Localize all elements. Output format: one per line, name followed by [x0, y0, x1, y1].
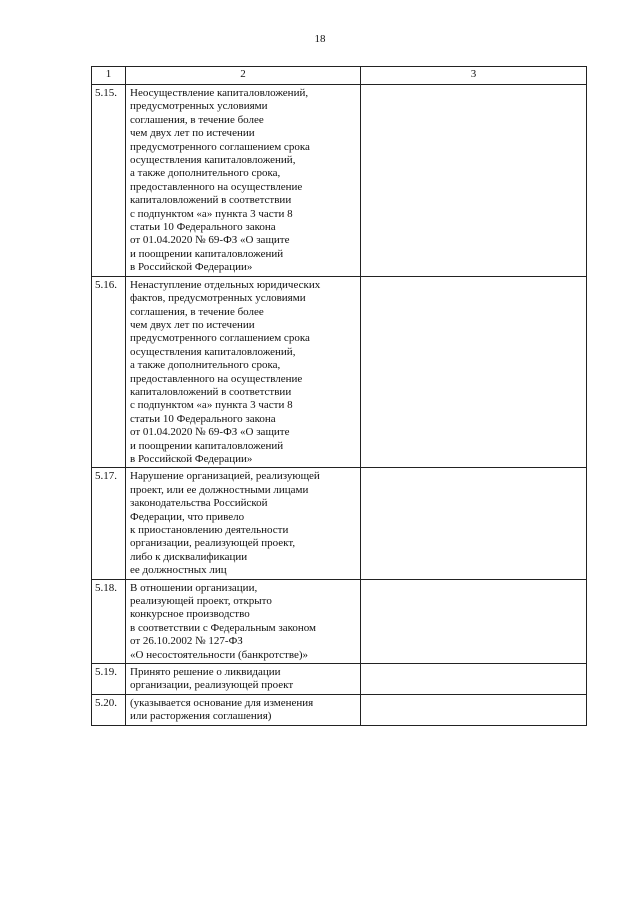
row-number: 5.18.: [92, 579, 126, 663]
row-description: [126, 276, 361, 468]
row-description: [126, 85, 361, 277]
description-line: проект, или ее должностными лицами: [130, 483, 309, 496]
description-line: соглашения, в течение более: [130, 113, 264, 126]
description-line: предусмотренного соглашением срока: [130, 140, 310, 153]
description-line: Неосуществление капиталовложений,: [130, 87, 309, 99]
row-column-3: [361, 664, 587, 695]
description-line: чем двух лет по истечении: [130, 127, 255, 140]
table-body: [92, 85, 587, 726]
description-line: организации, реализующей проект: [130, 679, 294, 692]
table-row: [92, 579, 587, 663]
description-line: Федерации, что привело: [130, 510, 245, 523]
description-line: конкурсное производство: [130, 608, 250, 621]
row-column-3: [361, 85, 587, 277]
description-line: Нарушение организацией, реализующей: [130, 470, 320, 483]
column-header-3: 3: [361, 67, 587, 85]
column-header-2: 2: [126, 67, 361, 85]
description-line: а также дополнительного срока,: [130, 167, 281, 180]
description-line: и поощрении капиталовложений: [130, 247, 284, 260]
description-line: ее должностных лиц: [130, 564, 227, 577]
row-description: [126, 579, 361, 663]
description-line: предоставленного на осуществление: [130, 372, 303, 385]
table-row: [92, 694, 587, 725]
description-line: статьи 10 Федерального закона: [130, 412, 276, 425]
description-line: предоставленного на осуществление: [130, 180, 303, 193]
row-number: 5.16.: [92, 276, 126, 468]
row-number: 5.20.: [92, 694, 126, 725]
row-description: [126, 664, 361, 695]
description-line: в соответствии с Федеральным законом: [130, 621, 317, 634]
description-line: фактов, предусмотренных условиями: [130, 292, 306, 305]
description-line: с подпунктом «а» пункта 3 части 8: [130, 399, 293, 412]
description-line: с подпунктом «а» пункта 3 части 8: [130, 207, 293, 220]
column-header-1: 1: [92, 67, 126, 85]
description-line: чем двух лет по истечении: [130, 318, 255, 331]
description-line: осуществления капиталовложений,: [130, 154, 296, 167]
description-line: осуществления капиталовложений,: [130, 345, 296, 358]
description-line: статьи 10 Федерального закона: [130, 221, 276, 234]
description-line: в Российской Федерации»: [130, 452, 253, 465]
description-line: а также дополнительного срока,: [130, 359, 281, 372]
row-number: 5.19.: [92, 664, 126, 695]
row-description: [126, 468, 361, 579]
description-line: В отношении организации,: [130, 581, 258, 594]
description-line: к приостановлению деятельности: [130, 524, 289, 536]
page-number: 18: [314, 33, 326, 45]
row-description: [126, 694, 361, 725]
description-line: или расторжения соглашения): [130, 710, 272, 723]
description-line: капиталовложений в соответствии: [130, 194, 292, 207]
row-column-3: [361, 694, 587, 725]
row-column-3: [361, 579, 587, 663]
description-line: Принято решение о ликвидации: [130, 666, 281, 679]
description-line: «О несостоятельности (банкротстве)»: [130, 648, 309, 661]
description-line: предусмотренных условиями: [130, 100, 268, 113]
description-line: от 26.10.2002 № 127-ФЗ: [130, 635, 243, 648]
table-row: [92, 276, 587, 468]
table-header-row: [92, 67, 587, 85]
description-line: в Российской Федерации»: [130, 261, 253, 274]
table-row: [92, 664, 587, 695]
row-column-3: [361, 276, 587, 468]
description-line: либо к дисквалификации: [130, 550, 248, 563]
description-line: и поощрении капиталовложений: [130, 439, 284, 452]
description-line: от 01.04.2020 № 69-ФЗ «О защите: [130, 234, 290, 247]
description-line: предусмотренного соглашением срока: [130, 332, 310, 345]
description-line: Ненаступление отдельных юридических: [130, 278, 321, 291]
row-column-3: [361, 468, 587, 579]
description-line: капиталовложений в соответствии: [130, 385, 292, 398]
description-line: реализующей проект, открыто: [130, 595, 272, 608]
row-number: 5.15.: [92, 85, 126, 277]
description-line: законодательства Российской: [130, 497, 268, 510]
table-row: [92, 468, 587, 579]
description-line: организации, реализующей проект,: [130, 537, 296, 550]
description-line: соглашения, в течение более: [130, 305, 264, 318]
grounds-table: [91, 66, 587, 726]
description-line: от 01.04.2020 № 69-ФЗ «О защите: [130, 426, 290, 439]
table-row: [92, 85, 587, 277]
description-line: (указывается основание для изменения: [130, 696, 314, 709]
row-number: 5.17.: [92, 468, 126, 579]
